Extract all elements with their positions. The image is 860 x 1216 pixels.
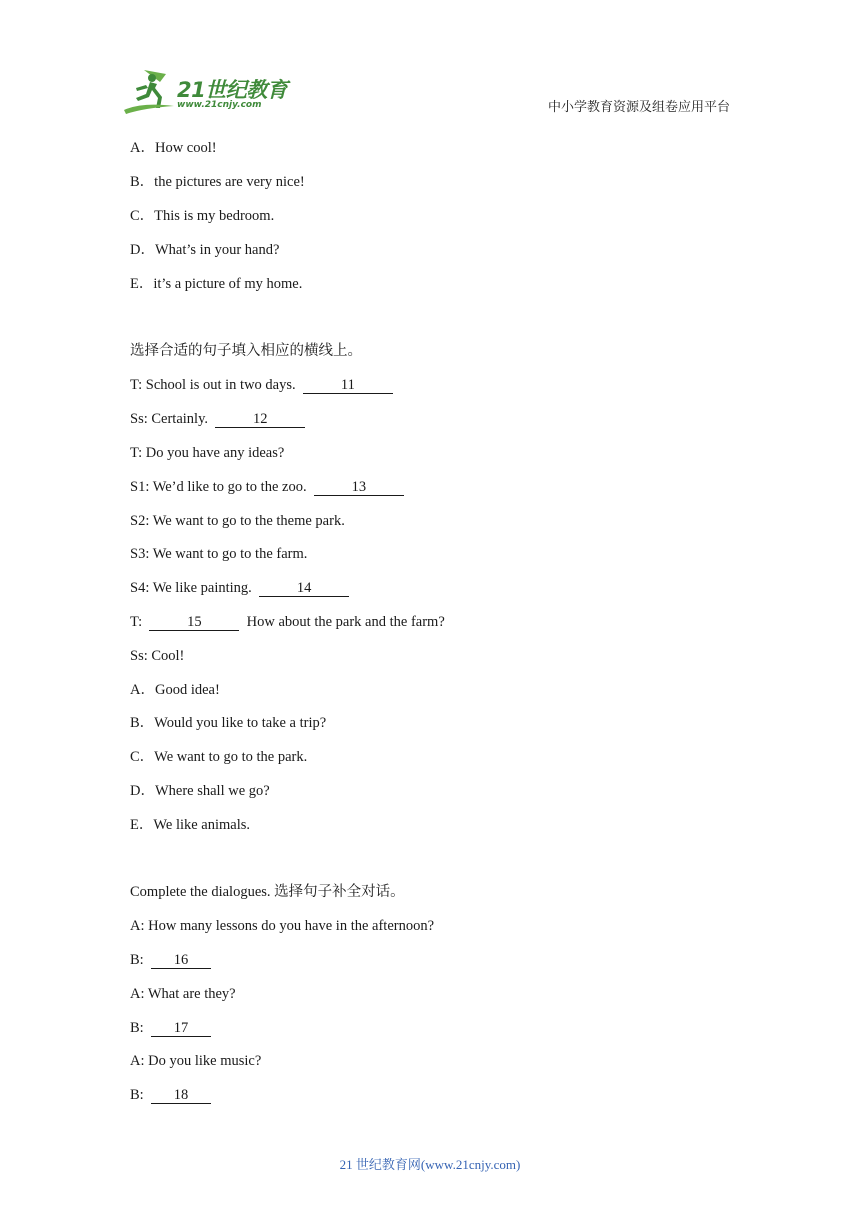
option-a: A．How cool!	[130, 140, 217, 156]
dialogue-line	[130, 376, 393, 394]
dialogue-line	[130, 647, 184, 665]
dialogue-line	[130, 444, 284, 462]
dialogue-line	[130, 917, 434, 935]
dialogue-text: S3: We want to go to the farm.	[130, 546, 308, 562]
page-footer-link[interactable]: 21 世纪教育网(www.21cnjy.com)	[339, 1157, 521, 1172]
option-d: D．Where shall we go?	[130, 783, 270, 799]
dialogue-text: B:	[130, 952, 144, 968]
dialogue-line	[130, 1019, 211, 1037]
dialogue-text: Ss: Certainly.	[130, 411, 209, 427]
dialogue-line	[130, 512, 345, 530]
dialogue-text: B:	[130, 1020, 144, 1036]
dialogue-line	[130, 478, 404, 496]
dialogue-text: T: School is out in two days.	[130, 377, 296, 393]
dialogue-line	[130, 1052, 261, 1070]
dialogue-text: S4: We like painting.	[130, 580, 252, 596]
dialogue-line	[130, 579, 349, 597]
section-instruction: Complete the dialogues. 选择句子补全对话。	[130, 884, 405, 900]
dialogue-text: B:	[130, 1087, 144, 1103]
answer-blank-14[interactable]: 14	[259, 581, 349, 597]
option-e: E．We like animals.	[130, 817, 251, 833]
runner-icon	[122, 68, 182, 116]
answer-blank-15[interactable]: 15	[149, 615, 239, 631]
dialogue-line	[130, 985, 236, 1003]
section-instruction: 选择合适的句子填入相应的横线上。	[130, 343, 362, 359]
platform-slogan: 中小学教育资源及组卷应用平台	[547, 99, 730, 114]
dialogue-text: Ss: Cool!	[130, 648, 185, 664]
option-a: A．Good idea!	[130, 682, 220, 698]
logo-url: www.21cnjy.com	[177, 100, 262, 110]
dialogue-text: T: Do you have any ideas?	[130, 445, 285, 461]
option-b: B．Would you like to take a trip?	[130, 715, 327, 731]
dialogue-text: A: Do you like music?	[130, 1053, 262, 1069]
answer-blank-12[interactable]: 12	[215, 412, 305, 428]
dialogue-line	[130, 1086, 211, 1104]
dialogue-line	[130, 410, 305, 428]
dialogue-line	[130, 545, 307, 563]
option-d: D．What’s in your hand?	[130, 242, 280, 258]
dialogue-line	[130, 951, 211, 969]
option-c: C．We want to go to the park.	[130, 749, 308, 765]
dialogue-text: S1: We’d like to go to the zoo.	[130, 479, 307, 495]
dialogue-text: How about the park and the farm?	[246, 614, 445, 630]
option-c: C．This is my bedroom.	[130, 208, 275, 224]
page-header	[0, 0, 860, 130]
answer-blank-16[interactable]: 16	[151, 953, 211, 969]
answer-blank-11[interactable]: 11	[303, 378, 393, 394]
dialogue-text: T:	[130, 614, 143, 630]
answer-blank-17[interactable]: 17	[151, 1021, 211, 1037]
dialogue-text: S2: We want to go to the theme park.	[130, 513, 345, 529]
answer-blank-18[interactable]: 18	[151, 1088, 211, 1104]
dialogue-line	[130, 613, 445, 631]
option-b: B．the pictures are very nice!	[130, 174, 305, 190]
dialogue-text: A: What are they?	[130, 986, 236, 1002]
site-logo[interactable]	[122, 68, 292, 116]
logo-text: 21世纪教育	[177, 78, 288, 102]
option-e: E．it’s a picture of my home.	[130, 276, 303, 292]
dialogue-text: A: How many lessons do you have in the afternoon?	[130, 918, 435, 934]
answer-blank-13[interactable]: 13	[314, 480, 404, 496]
